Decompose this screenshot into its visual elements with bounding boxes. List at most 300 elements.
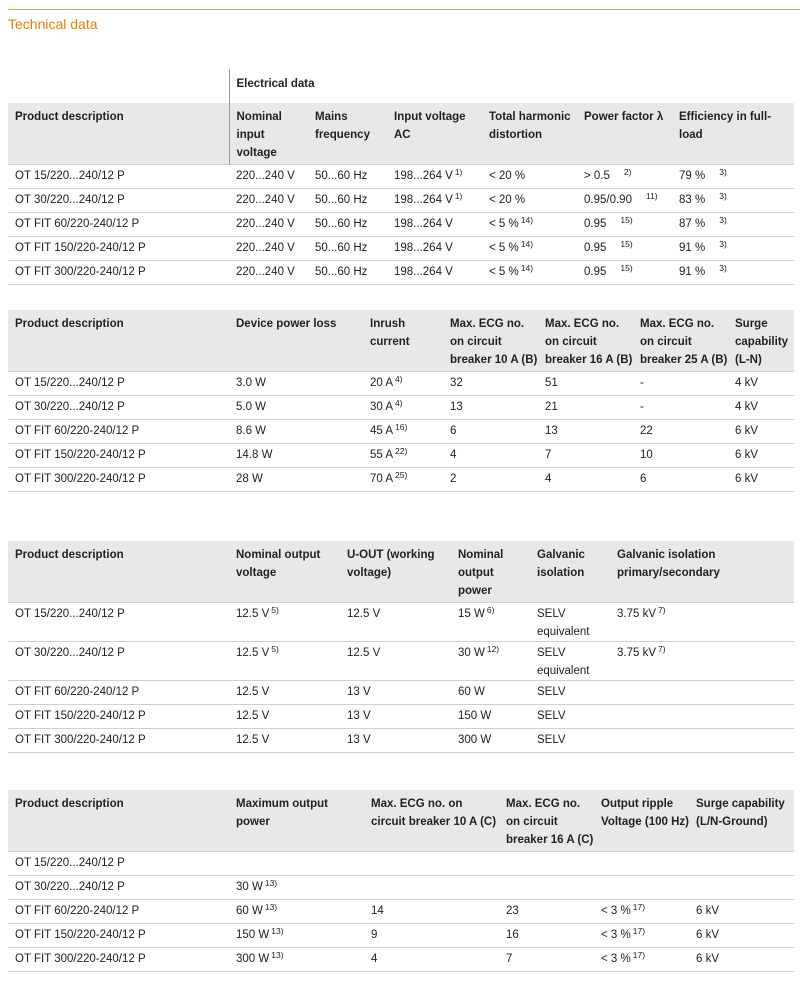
table-header-row	[8, 541, 794, 603]
table-cell	[308, 261, 387, 285]
cell-value: < 20 %	[489, 170, 526, 182]
product-name-cell	[8, 213, 229, 237]
table-cell	[451, 705, 530, 729]
table-cell	[443, 420, 538, 444]
cell-value: 30 A	[370, 401, 394, 413]
footnote-marker: 3)	[719, 191, 727, 201]
table-cell	[340, 603, 451, 642]
table-cell	[672, 261, 794, 285]
cell-value: 198...264 V	[394, 242, 453, 254]
table-cell	[499, 924, 594, 948]
table-cell	[443, 468, 538, 492]
cell-value: 28 W	[236, 473, 263, 485]
table-group-header-row	[8, 69, 794, 103]
table-row	[8, 468, 794, 492]
footnote-marker: 15)	[620, 215, 633, 225]
cell-value: 9	[371, 929, 378, 941]
table-cell	[229, 729, 340, 753]
cell-value: 13	[450, 401, 463, 413]
table-cell	[229, 261, 308, 285]
cell-value: 6	[450, 425, 457, 437]
cell-value: 5.0 W	[236, 401, 267, 413]
table-cell	[689, 852, 794, 876]
footnote-marker: 6)	[486, 605, 495, 615]
cell-value: 6 kV	[696, 929, 720, 941]
footnote-marker: 3)	[719, 215, 727, 225]
cell-value: 6 kV	[696, 953, 720, 965]
footnote-marker: 14)	[520, 263, 534, 273]
cell-value: < 20 %	[489, 194, 526, 206]
cell-value: 50...60 Hz	[315, 194, 368, 206]
product-name-cell	[8, 924, 229, 948]
cell-value: 6 kV	[735, 449, 759, 461]
cell-value: 0.95/0.90	[584, 194, 632, 206]
cell-value: 3.75 kV	[617, 608, 656, 620]
product-name-cell	[8, 900, 229, 924]
column-header-max-ecg-no-on-circuit-breaker-16-a-c: Max. ECG no. on circuit breaker 16 A (C)	[499, 790, 594, 852]
cell-value: SELV	[537, 686, 566, 698]
table-cell	[672, 237, 794, 261]
footnote-marker: 7)	[658, 605, 666, 615]
footnote-marker: 3)	[719, 263, 727, 273]
column-header-mains-frequency: Mains frequency	[308, 103, 387, 165]
cell-value: SELV	[537, 710, 566, 722]
footnote-marker: 17)	[632, 902, 646, 912]
cell-value: 14.8 W	[236, 449, 273, 461]
product-name-cell	[8, 948, 229, 972]
page-title: Technical data	[8, 16, 98, 32]
column-header-total-harmonic-distortion: Total harmonic distortion	[482, 103, 577, 165]
cell-value: OT FIT 60/220-240/12 P	[15, 905, 140, 917]
cell-value: < 3 %	[601, 929, 631, 941]
footnote-marker: 1)	[454, 167, 463, 177]
column-header-nominal-output-voltage: Nominal output voltage	[229, 541, 340, 603]
table-cell	[229, 642, 340, 681]
table-cell	[443, 396, 538, 420]
cell-value: 23	[506, 905, 519, 917]
table-cell	[364, 852, 499, 876]
table-cell	[229, 852, 364, 876]
column-header-max-ecg-no-on-circuit-breaker-16-a-b: Max. ECG no. on circuit breaker 16 A (B)	[538, 310, 633, 372]
cell-value: OT 15/220...240/12 P	[15, 608, 125, 620]
table-row	[8, 372, 794, 396]
output-power-table	[8, 790, 794, 972]
table-cell	[499, 900, 594, 924]
cell-value: 2	[450, 473, 457, 485]
table-body	[8, 852, 794, 972]
cell-value: < 3 %	[601, 905, 631, 917]
footnote-marker: 15)	[620, 239, 633, 249]
table-row	[8, 444, 794, 468]
cell-value: 198...264 V	[394, 170, 453, 182]
cell-value: 12.5 V	[347, 647, 381, 659]
cell-value: 70 A	[370, 473, 394, 485]
footnote-marker: 15)	[620, 263, 633, 273]
table-cell	[387, 189, 482, 213]
cell-value: OT 30/220...240/12 P	[15, 401, 125, 413]
table-cell	[451, 681, 530, 705]
table-cell	[672, 165, 794, 189]
footnote-marker: 13)	[271, 950, 284, 960]
cell-value: > 0.5	[584, 170, 610, 182]
cell-value: OT FIT 300/220-240/12 P	[15, 473, 146, 485]
cell-value: OT 30/220...240/12 P	[15, 647, 125, 659]
footnote-marker: 3)	[719, 167, 727, 177]
table-body	[8, 603, 794, 753]
column-header-output-ripple-voltage-100-hz: Output ripple Voltage (100 Hz)	[594, 790, 689, 852]
cell-value: 7	[506, 953, 513, 965]
cell-value: 60 W	[236, 905, 263, 917]
table-cell	[229, 396, 363, 420]
column-header-product-description: Product description	[8, 103, 229, 165]
table-cell	[633, 468, 728, 492]
table-cell	[728, 420, 794, 444]
table-cell	[308, 189, 387, 213]
cell-value: OT 15/220...240/12 P	[15, 377, 125, 389]
footnote-marker: 7)	[658, 644, 666, 654]
column-header-power-factor: Power factor λ	[577, 103, 672, 165]
table-header-row	[8, 310, 794, 372]
table-cell	[530, 681, 610, 705]
table-row	[8, 261, 794, 285]
table-cell	[308, 213, 387, 237]
table-cell	[363, 468, 443, 492]
column-header-product-description: Product description	[8, 310, 229, 372]
table-cell	[229, 705, 340, 729]
product-name-cell	[8, 852, 229, 876]
table-row	[8, 213, 794, 237]
table-cell	[610, 705, 794, 729]
footnote-marker: 4)	[395, 398, 403, 408]
footnote-marker: 4)	[395, 374, 403, 384]
footnote-marker: 5)	[271, 605, 279, 615]
cell-value: 12.5 V	[347, 608, 381, 620]
column-header-nominal-input-voltage: Nominal input voltage	[229, 103, 308, 165]
table-cell	[229, 444, 363, 468]
table-row	[8, 948, 794, 972]
table-cell	[364, 948, 499, 972]
cell-value: 51	[545, 377, 558, 389]
cell-value: 12.5 V	[236, 686, 270, 698]
table-cell	[499, 852, 594, 876]
footnote-marker: 16)	[395, 422, 408, 432]
table-cell	[482, 189, 577, 213]
table-cell	[672, 213, 794, 237]
footnote-marker: 17)	[632, 950, 646, 960]
table-cell	[594, 852, 689, 876]
footnote-marker: 13)	[264, 902, 278, 912]
cell-value: 79 %	[679, 170, 706, 182]
table-cell	[728, 444, 794, 468]
cell-value: OT FIT 60/220-240/12 P	[15, 686, 140, 698]
column-header-max-ecg-no-on-circuit-breaker-10-a-b: Max. ECG no. on circuit breaker 10 A (B)	[443, 310, 538, 372]
cell-value: 50...60 Hz	[315, 218, 368, 230]
table-cell	[689, 924, 794, 948]
table-cell	[443, 444, 538, 468]
cell-value: 12.5 V	[236, 710, 270, 722]
column-header-max-ecg-no-on-circuit-breaker-10-a-c: Max. ECG no. on circuit breaker 10 A (C)	[364, 790, 499, 852]
table-cell	[229, 924, 364, 948]
table-cell	[530, 705, 610, 729]
table-header-row	[8, 103, 794, 165]
table-cell	[728, 372, 794, 396]
product-name-cell	[8, 876, 229, 900]
column-header-surge-capability-l-n-ground: Surge capability (L/N-Ground)	[689, 790, 794, 852]
table-cell	[633, 420, 728, 444]
column-header-galvanic-isolation-primary-secondary: Galvanic isolation primary/secondary	[610, 541, 794, 603]
table-body	[8, 372, 794, 492]
cell-value: 0.95	[584, 218, 607, 230]
table-cell	[387, 237, 482, 261]
table-cell	[499, 948, 594, 972]
header-rule	[8, 9, 800, 10]
cell-value: 4 kV	[735, 401, 759, 413]
table-cell	[229, 603, 340, 642]
product-name-cell	[8, 729, 229, 753]
column-header-inrush-current: Inrush current	[363, 310, 443, 372]
electrical-data-group-label: Electrical data	[229, 69, 794, 103]
table-row	[8, 237, 794, 261]
table-cell	[728, 468, 794, 492]
footnote-marker: 13)	[264, 878, 278, 888]
table-row	[8, 924, 794, 948]
cell-value: 50...60 Hz	[315, 266, 368, 278]
cell-value: 300 W	[458, 734, 492, 746]
cell-value: 13 V	[347, 710, 371, 722]
product-name-cell	[8, 396, 229, 420]
footnote-marker: 3)	[719, 239, 727, 249]
table-row	[8, 420, 794, 444]
column-header-u-out-working-voltage: U-OUT (working voltage)	[340, 541, 451, 603]
product-name-cell	[8, 261, 229, 285]
cell-value: 6 kV	[696, 905, 720, 917]
cell-value: 4 kV	[735, 377, 759, 389]
product-name-cell	[8, 420, 229, 444]
cell-value: 4	[450, 449, 457, 461]
footnote-marker: 25)	[395, 470, 408, 480]
cell-value: 4	[371, 953, 378, 965]
cell-value: 6 kV	[735, 425, 759, 437]
cell-value: 220...240 V	[236, 242, 295, 254]
power-loss-table	[8, 310, 794, 492]
cell-value: 7	[545, 449, 552, 461]
product-name-cell	[8, 444, 229, 468]
table-cell	[364, 900, 499, 924]
table-cell	[538, 444, 633, 468]
table-group-spacer	[8, 69, 229, 103]
column-header-nominal-output-power: Nominal output power	[451, 541, 530, 603]
table-cell	[308, 165, 387, 189]
product-name-cell	[8, 372, 229, 396]
cell-value: < 5 %	[489, 218, 519, 230]
table-cell	[387, 213, 482, 237]
table-cell	[229, 237, 308, 261]
table-cell	[538, 396, 633, 420]
table-cell	[689, 876, 794, 900]
column-header-surge-capability-l-n: Surge capability (L-N)	[728, 310, 794, 372]
table-cell	[363, 396, 443, 420]
cell-value: < 5 %	[489, 266, 519, 278]
table-cell	[387, 165, 482, 189]
cell-value: 6 kV	[735, 473, 759, 485]
cell-value: 87 %	[679, 218, 706, 230]
cell-value: OT FIT 150/220-240/12 P	[15, 242, 146, 254]
cell-value: 91 %	[679, 266, 706, 278]
table-cell	[364, 876, 499, 900]
table-body	[8, 165, 794, 285]
table-cell	[387, 261, 482, 285]
table-row	[8, 189, 794, 213]
cell-value: 220...240 V	[236, 194, 295, 206]
cell-value: 22	[640, 425, 653, 437]
table-row	[8, 681, 794, 705]
cell-value: 45 A	[370, 425, 394, 437]
table-cell	[229, 948, 364, 972]
table-cell	[499, 876, 594, 900]
cell-value: 55 A	[370, 449, 394, 461]
column-header-max-ecg-no-on-circuit-breaker-25-a-b: Max. ECG no. on circuit breaker 25 A (B)	[633, 310, 728, 372]
table-cell	[594, 876, 689, 900]
cell-value: OT FIT 60/220-240/12 P	[15, 218, 140, 230]
table-row	[8, 642, 794, 681]
table-cell	[340, 729, 451, 753]
cell-value: 14	[371, 905, 384, 917]
footnote-marker: 1)	[454, 191, 463, 201]
cell-value: OT FIT 300/220-240/12 P	[15, 734, 146, 746]
table-cell	[363, 372, 443, 396]
cell-value: 30 W	[458, 647, 485, 659]
table-row	[8, 876, 794, 900]
column-header-maximum-output-power: Maximum output power	[229, 790, 364, 852]
table-cell	[530, 642, 610, 681]
table-cell	[577, 237, 672, 261]
table-cell	[229, 468, 363, 492]
table-cell	[610, 603, 794, 642]
table-cell	[451, 603, 530, 642]
cell-value: OT FIT 300/220-240/12 P	[15, 953, 146, 965]
table-cell	[229, 420, 363, 444]
table-cell	[482, 261, 577, 285]
table-cell	[451, 729, 530, 753]
table-cell	[482, 213, 577, 237]
table-row	[8, 603, 794, 642]
product-name-cell	[8, 237, 229, 261]
footnote-marker: 2)	[623, 167, 632, 177]
cell-value: 220...240 V	[236, 218, 295, 230]
cell-value: SELV equivalent	[537, 647, 590, 677]
table-row	[8, 165, 794, 189]
table-cell	[594, 900, 689, 924]
table-cell	[364, 924, 499, 948]
cell-value: 83 %	[679, 194, 706, 206]
cell-value: 13	[545, 425, 558, 437]
cell-value: 12.5 V	[236, 608, 270, 620]
table-row	[8, 396, 794, 420]
cell-value: OT FIT 150/220-240/12 P	[15, 710, 146, 722]
cell-value: SELV	[537, 734, 566, 746]
cell-value: 13 V	[347, 686, 371, 698]
table-cell	[482, 237, 577, 261]
cell-value: < 5 %	[489, 242, 519, 254]
cell-value: 300 W	[236, 953, 270, 965]
table-cell	[538, 468, 633, 492]
table-cell	[443, 372, 538, 396]
cell-value: 198...264 V	[394, 266, 453, 278]
table-cell	[594, 924, 689, 948]
cell-value: 21	[545, 401, 558, 413]
table-cell	[610, 681, 794, 705]
table-cell	[577, 189, 672, 213]
footnote-marker: 11)	[645, 191, 658, 201]
table-cell	[577, 261, 672, 285]
cell-value: 50...60 Hz	[315, 170, 368, 182]
table-cell	[363, 420, 443, 444]
cell-value: 15 W	[458, 608, 485, 620]
table-row	[8, 852, 794, 876]
table-cell	[229, 681, 340, 705]
cell-value: 0.95	[584, 242, 607, 254]
column-header-product-description: Product description	[8, 541, 229, 603]
cell-value: OT 15/220...240/12 P	[15, 170, 125, 182]
table-cell	[229, 189, 308, 213]
cell-value: 10	[640, 449, 653, 461]
cell-value: OT 30/220...240/12 P	[15, 194, 125, 206]
footnote-marker: 5)	[271, 644, 279, 654]
table-row	[8, 729, 794, 753]
cell-value: 12.5 V	[236, 647, 270, 659]
product-name-cell	[8, 603, 229, 642]
cell-value: 198...264 V	[394, 218, 453, 230]
cell-value: OT FIT 60/220-240/12 P	[15, 425, 140, 437]
table-row	[8, 705, 794, 729]
footnote-marker: 12)	[486, 644, 500, 654]
output-data-table	[8, 541, 794, 753]
footnote-marker: 14)	[520, 215, 534, 225]
cell-value: 220...240 V	[236, 170, 295, 182]
table-row	[8, 900, 794, 924]
cell-value: 0.95	[584, 266, 607, 278]
cell-value: 3.0 W	[236, 377, 267, 389]
cell-value: < 3 %	[601, 953, 631, 965]
cell-value: -	[640, 377, 644, 389]
cell-value: SELV equivalent	[537, 608, 590, 638]
cell-value: 8.6 W	[236, 425, 267, 437]
table-cell	[538, 372, 633, 396]
footnote-marker: 13)	[271, 926, 284, 936]
column-header-galvanic-isolation: Galvanic isolation	[530, 541, 610, 603]
column-header-efficiency-in-full-load: Efficiency in full-load	[672, 103, 794, 165]
product-name-cell	[8, 705, 229, 729]
footnote-marker: 14)	[520, 239, 534, 249]
cell-value: 30 W	[236, 881, 263, 893]
table-cell	[229, 213, 308, 237]
column-header-device-power-loss: Device power loss	[229, 310, 363, 372]
cell-value: 20 A	[370, 377, 394, 389]
table-cell	[229, 900, 364, 924]
cell-value: -	[640, 401, 644, 413]
table-cell	[538, 420, 633, 444]
table-cell	[530, 729, 610, 753]
cell-value: 16	[506, 929, 519, 941]
table-cell	[689, 900, 794, 924]
table-cell	[610, 642, 794, 681]
cell-value: OT FIT 300/220-240/12 P	[15, 266, 146, 278]
table-cell	[482, 165, 577, 189]
cell-value: 150 W	[458, 710, 492, 722]
cell-value: 4	[545, 473, 552, 485]
table-cell	[308, 237, 387, 261]
cell-value: 50...60 Hz	[315, 242, 368, 254]
